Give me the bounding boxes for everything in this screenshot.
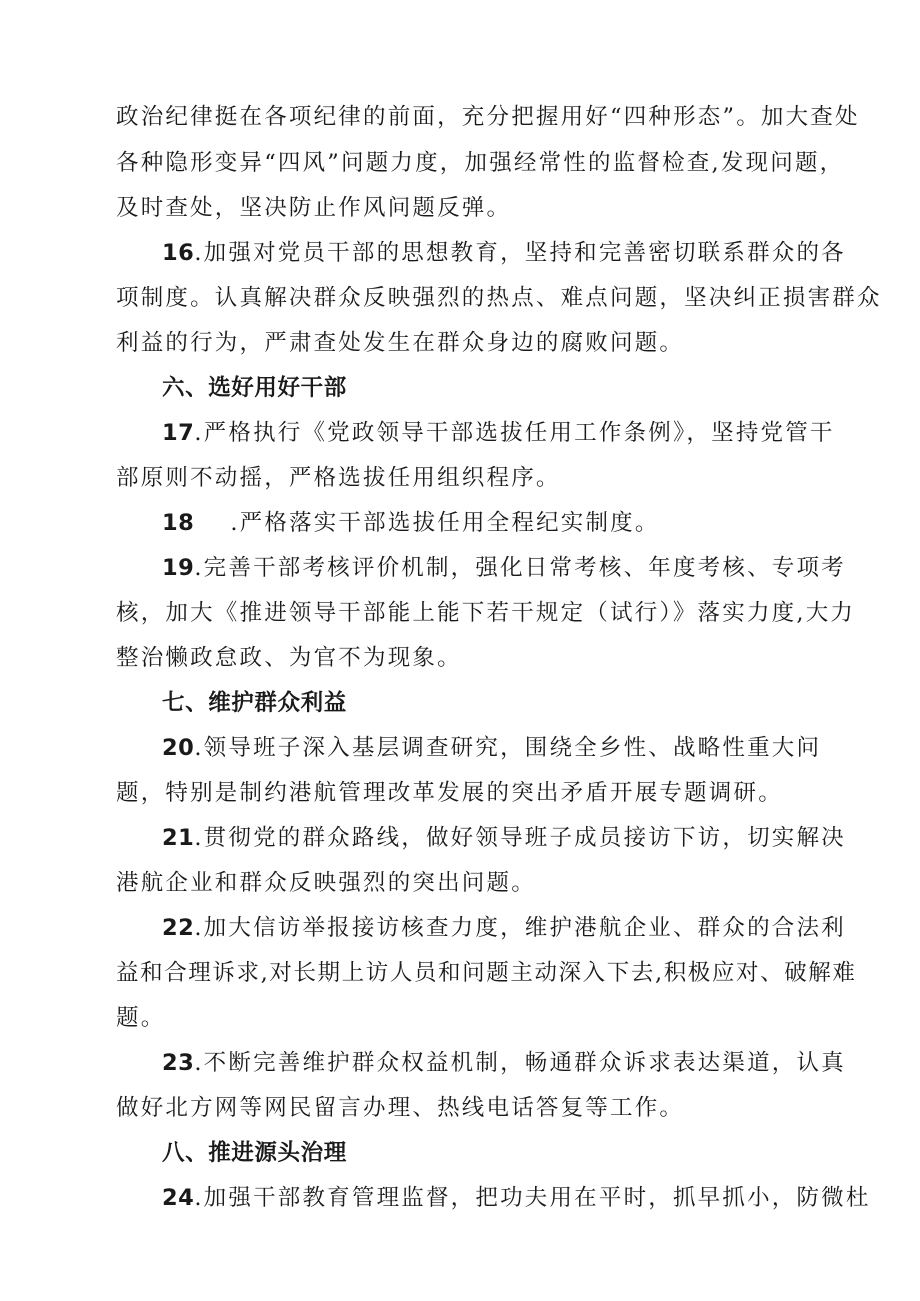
- item-17-line-1: [162, 418, 882, 448]
- item-text: .贯彻党的群众路线，做好领导班子成员接访下访，切实解决: [194, 825, 846, 851]
- section-heading-7: 七、维护群众利益: [162, 690, 347, 716]
- item-text: .不断完善维护群众权益机制，畅通群众诉求表达渠道，认真: [194, 1050, 846, 1076]
- item-16-line-2: 项制度。认真解决群众反映强烈的热点、难点问题，坚决纠正损害群众: [116, 285, 882, 311]
- item-19-line-1: [162, 553, 882, 583]
- paragraph-line: 各种隐形变异“四风”问题力度，加强经常性的监督检查,发现问题，: [116, 150, 845, 176]
- item-24-line-1: [162, 1183, 882, 1213]
- item-text: .严格执行《党政领导干部选拔任用工作条例》，坚持党管干: [194, 420, 835, 446]
- item-16-line-3: 利益的行为，严肃查处发生在群众身边的腐败问题。: [116, 330, 685, 356]
- section-heading-8: 八、推进源头治理: [162, 1140, 347, 1166]
- item-number: 18: [162, 510, 195, 536]
- item-23-line-2: 做好北方网等网民留言办理、热线电话答复等工作。: [116, 1095, 685, 1121]
- item-number: 19: [162, 555, 195, 581]
- item-number: 21: [162, 825, 195, 851]
- item-19-line-3: 整治懒政怠政、为官不为现象。: [116, 645, 462, 671]
- item-number: 23: [162, 1050, 195, 1076]
- item-22-line-3: 题。: [116, 1005, 166, 1031]
- item-22-line-1: [162, 913, 882, 943]
- item-22-line-2: 益和合理诉求,对长期上访人员和问题主动深入下去,积极应对、破解难: [116, 960, 857, 986]
- item-text: .完善干部考核评价机制，强化日常考核、年度考核、专项考: [194, 555, 846, 581]
- item-number: 24: [162, 1185, 195, 1211]
- item-number: 20: [162, 735, 195, 761]
- item-20-line-1: [162, 733, 882, 763]
- item-21-line-1: [162, 823, 882, 853]
- item-20-line-2: 题，特别是制约港航管理改革发展的突出矛盾开展专题调研。: [116, 780, 783, 806]
- item-number: 17: [162, 420, 195, 446]
- item-number: 16: [162, 240, 195, 266]
- item-text: .加大信访举报接访核查力度，维护港航企业、群众的合法利: [194, 915, 846, 941]
- item-23-line-1: [162, 1048, 882, 1078]
- item-21-line-2: 港航企业和群众反映强烈的突出问题。: [116, 870, 536, 896]
- paragraph-line: 及时查处，坚决防止作风问题反弹。: [116, 195, 512, 221]
- paragraph-line: 政治纪律挺在各项纪律的前面，充分把握用好“四种形态”。加大查处: [116, 104, 860, 130]
- item-17-line-2: 部原则不动摇，严格选拔任用组织程序。: [116, 465, 561, 491]
- section-heading-6: 六、选好用好干部: [162, 375, 347, 401]
- item-text: .加强对党员干部的思想教育，坚持和完善密切联系群众的各: [194, 240, 846, 266]
- item-text: .加强干部教育管理监督，把功夫用在平时，抓早抓小，防微杜: [194, 1185, 871, 1211]
- item-19-line-2: 核，加大《推进领导干部能上能下若干规定（试行）》落实力度,大力: [116, 600, 856, 626]
- item-18-line-1: [162, 508, 882, 538]
- item-number: 22: [162, 915, 195, 941]
- item-16-line-1: [162, 238, 882, 268]
- item-text: .严格落实干部选拔任用全程纪实制度。: [230, 510, 660, 536]
- item-text: .领导班子深入基层调查研究，围绕全乡性、战略性重大问: [194, 735, 822, 761]
